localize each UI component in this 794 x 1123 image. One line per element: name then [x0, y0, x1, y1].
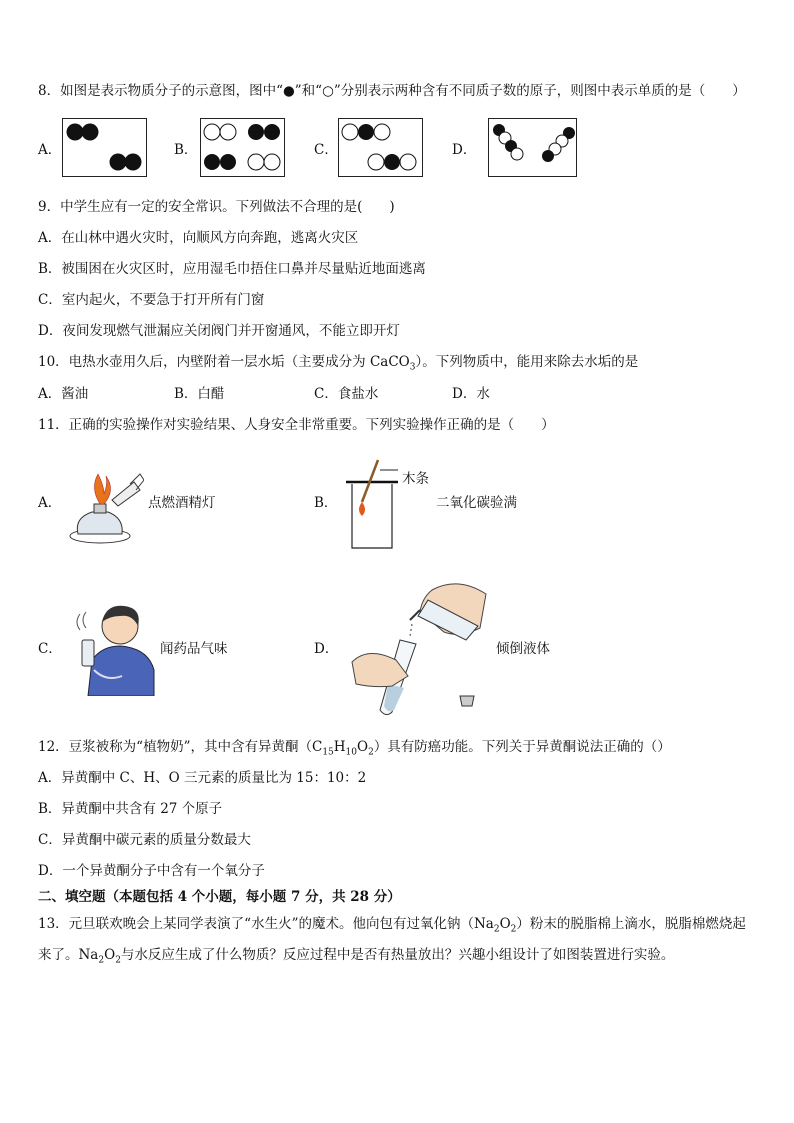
q12-option-c: C．异黄酮中碳元素的质量分数最大 [38, 832, 251, 848]
q8-option-b-label: B． [174, 142, 198, 158]
q9-option-c: C．室内起火，不要急于打开所有门窗 [38, 292, 265, 308]
q12-stem-part: O [357, 739, 369, 755]
alcohol-lamp-figure [60, 460, 144, 548]
q13-subscript: 2 [98, 955, 105, 966]
q12-stem-part: ）具有防癌功能。下列关于异黄酮说法正确的（） [373, 739, 671, 755]
q8-figure-d [488, 118, 578, 178]
q13-text-part: ）粉末的脱脂棉上滴水，脱脂棉燃烧起 [516, 916, 746, 932]
q11-option-d-label: D． [314, 641, 339, 657]
q11-option-a-label: A． [38, 495, 62, 511]
q10-stem [38, 353, 638, 371]
q8-stem: 8．如图是表示物质分子的示意图，图中“●”和“○”分别表示两种含有不同质子数的原子，则图中表示单质的是（ ） [38, 83, 746, 99]
q8-option-c-label: C． [314, 142, 338, 158]
q10-subscript: 3 [409, 362, 416, 373]
q12-subscript: 15 [322, 747, 334, 758]
q9-option-d: D．夜间发现燃气泄漏应关闭阀门并开窗通风，不能立即开灯 [38, 323, 400, 339]
q13-text-part: O [499, 916, 511, 932]
q12-stem [38, 738, 671, 756]
q13-text-part: 13．元旦联欢晚会上某同学表演了“水生火”的魔术。他向包有过氧化钠（Na [38, 916, 494, 932]
section-title: 二、填空题（本题包括 4 个小题，每小题 7 分，共 28 分） [38, 889, 401, 905]
q12-option-b: B．异黄酮中共含有 27 个原子 [38, 801, 223, 817]
q12-option-a: A．异黄酮中 C、H、O 三元素的质量比为 15：10：2 [38, 770, 367, 786]
q12-subscript: 10 [345, 747, 357, 758]
q12-subscript: 2 [368, 747, 374, 758]
q8-option-d-label: D． [452, 142, 477, 158]
wood-stick-label: 木条 [402, 471, 429, 487]
q13-subscript: 2 [115, 955, 121, 966]
q11-option-b-label: B． [314, 495, 338, 511]
q12-stem-part: 12．豆浆被称为“植物奶”，其中含有异黄酮（C [38, 739, 323, 755]
q11-stem: 11．正确的实验操作对实验结果、人身安全非常重要。下列实验操作正确的是（ ） [38, 417, 555, 433]
q8-option-a-label: A． [38, 142, 62, 158]
q11-option-c-caption: 闻药品气味 [160, 641, 228, 657]
q11-option-b-caption: 二氧化碳验满 [436, 495, 517, 511]
co2-bottle-figure [342, 458, 406, 552]
q10-stem-part: ）。下列物质中，能用来除去水垢的是 [415, 354, 639, 370]
q12-option-d: D．一个异黄酮分子中含有一个氧分子 [38, 863, 265, 879]
q8-figure-c [338, 118, 424, 178]
q11-option-c-label: C． [38, 641, 62, 657]
q9-stem: 9．中学生应有一定的安全常识。下列做法不合理的是( ) [38, 199, 395, 215]
q11-option-d-caption: 倾倒液体 [496, 641, 550, 657]
q10-option-b: B．白醋 [174, 386, 225, 402]
q8-figure-a [62, 118, 148, 178]
q13-text-part: 来了。Na [38, 947, 99, 963]
q8-figure-b [200, 118, 286, 178]
q13-text-part: 与水反应生成了什么物质？反应过程中是否有热量放出？兴趣小组设计了如图装置进行实验。 [120, 947, 675, 963]
student-smelling-figure [62, 600, 160, 696]
q13-text-part: O [104, 947, 116, 963]
q13-subscript: 2 [493, 924, 500, 935]
q13-line-2 [38, 946, 674, 964]
q13-subscript: 2 [510, 924, 517, 935]
q12-stem-part: H [333, 739, 346, 755]
q10-stem-part: 10．电热水壶用久后，内壁附着一层水垢（主要成分为 CaCO [38, 354, 410, 370]
q9-option-a: A．在山林中遇火灾时，向顺风方向奔跑，逃离火灾区 [38, 230, 359, 246]
pour-liquid-figure [348, 576, 494, 718]
q10-option-c: C．食盐水 [314, 386, 379, 402]
q11-option-a-caption: 点燃酒精灯 [148, 495, 216, 511]
q10-option-a: A．酱油 [38, 386, 89, 402]
q9-option-b: B．被围困在火灾区时，应用湿毛巾捂住口鼻并尽量贴近地面逃离 [38, 261, 426, 277]
q10-option-d: D．水 [452, 386, 490, 402]
q13-line-1 [38, 915, 746, 933]
